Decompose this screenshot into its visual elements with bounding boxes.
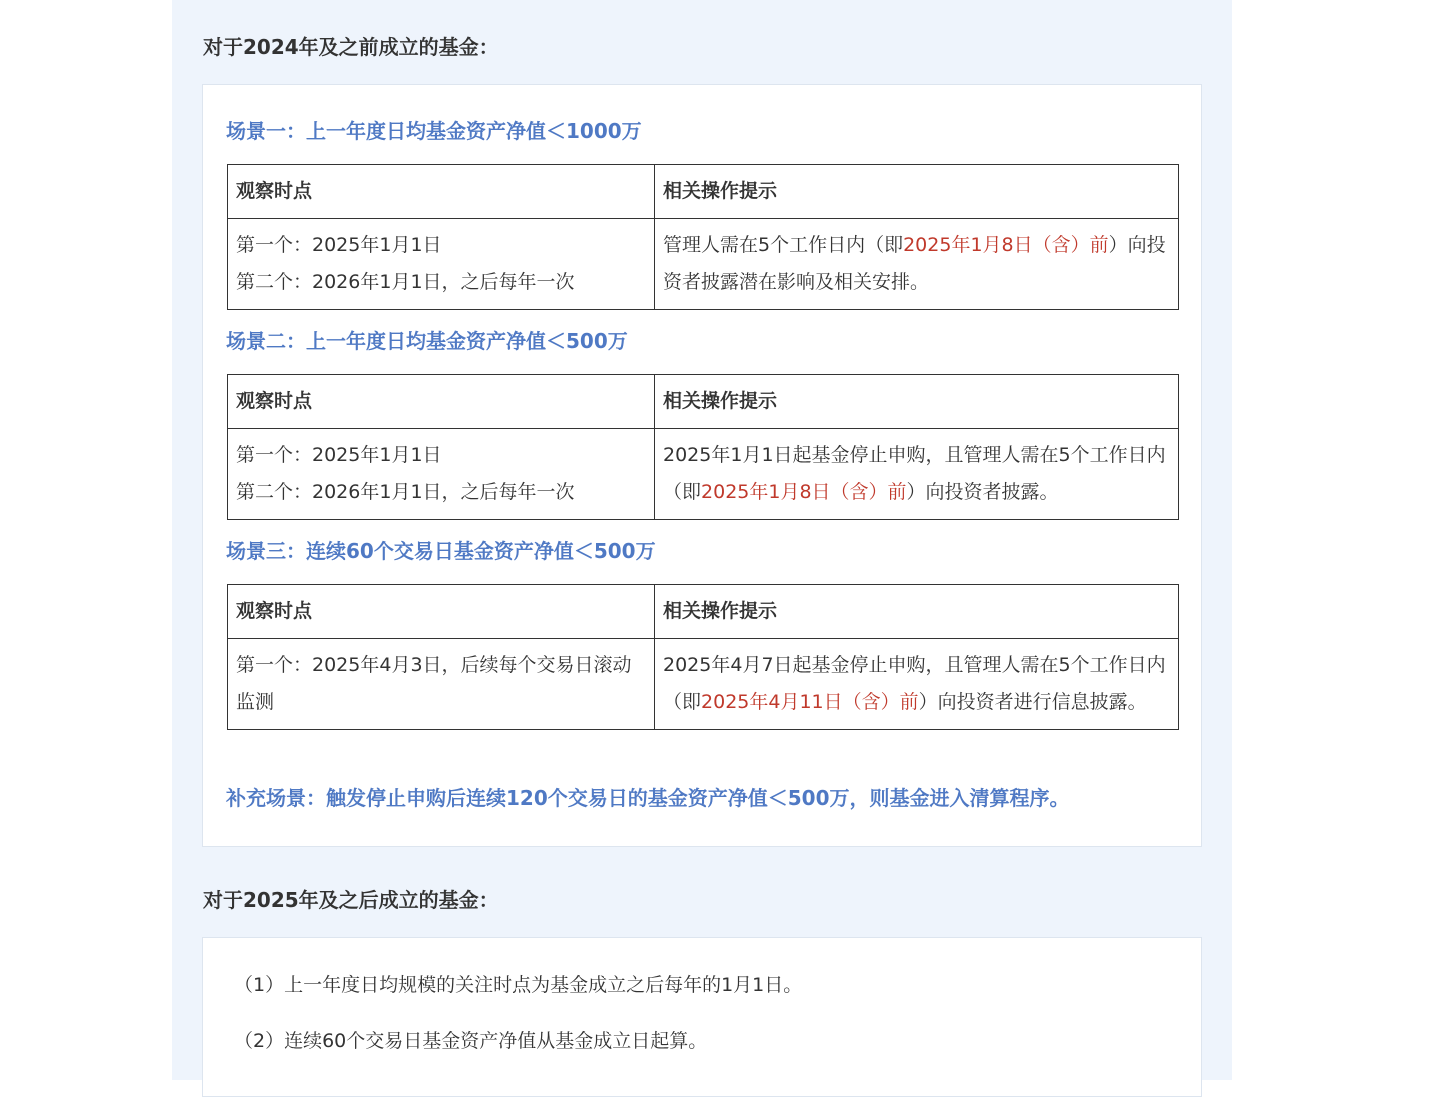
scenario-2-table: [227, 374, 1179, 520]
header-observation-time: 观察时点: [228, 165, 655, 219]
observation-time-second: 第二个：2026年1月1日，之后每年一次: [236, 271, 575, 293]
scenario-3-title: 场景三：连续60个交易日基金资产净值＜500万: [226, 539, 656, 563]
header-observation-time: 观察时点: [228, 375, 655, 429]
observation-time-first: 第一个：2025年4月3日，后续每个交易日滚动监测: [236, 654, 632, 713]
supplement-scenario: 补充场景：触发停止申购后连续120个交易日的基金资产净值＜500万，则基金进入清算程序。: [226, 786, 1070, 810]
tip-text-after: ）向投资者披露潜在影响及相关安排。: [663, 234, 1166, 293]
section-heading-post-2025: 对于2025年及之后成立的基金：: [203, 888, 499, 912]
observation-time-cell: [228, 219, 655, 310]
tip-text-before: 2025年1月1日起基金停止申购，且管理人需在5个工作日内（即: [663, 444, 1166, 503]
operation-tip-cell: [655, 429, 1179, 520]
table-row: [228, 219, 1179, 310]
note-item-2: （2）连续60个交易日基金资产净值从基金成立日起算。: [234, 1030, 708, 1052]
scenario-1-table: [227, 164, 1179, 310]
tip-deadline-highlight: 2025年1月8日（含）前: [701, 481, 907, 503]
header-observation-time: 观察时点: [228, 585, 655, 639]
post-2025-card: [202, 937, 1202, 1097]
tip-deadline-highlight: 2025年1月8日（含）前: [903, 234, 1109, 256]
tip-text-after: ）向投资者进行信息披露。: [918, 691, 1147, 713]
observation-time-cell: [228, 639, 655, 730]
observation-time-second: 第二个：2026年1月1日，之后每年一次: [236, 481, 575, 503]
observation-time-cell: [228, 429, 655, 520]
table-row: [228, 429, 1179, 520]
scenario-3-table: [227, 584, 1179, 730]
header-operation-tip: 相关操作提示: [655, 165, 1179, 219]
scenario-1-title: 场景一：上一年度日均基金资产净值＜1000万: [226, 119, 642, 143]
table-row: [228, 639, 1179, 730]
note-item-1: （1）上一年度日均规模的关注时点为基金成立之后每年的1月1日。: [234, 974, 803, 996]
operation-tip-cell: [655, 639, 1179, 730]
tip-text-before: 2025年4月7日起基金停止申购，且管理人需在5个工作日内（即: [663, 654, 1166, 713]
section-heading-pre-2024: 对于2024年及之前成立的基金：: [203, 35, 499, 59]
tip-deadline-highlight: 2025年4月11日（含）前: [701, 691, 919, 713]
scenario-2-title: 场景二：上一年度日均基金资产净值＜500万: [226, 329, 628, 353]
table-header-row: [228, 375, 1179, 429]
operation-tip-cell: [655, 219, 1179, 310]
observation-time-first: 第一个：2025年1月1日: [236, 444, 442, 466]
tip-text-before: 管理人需在5个工作日内（即: [663, 234, 904, 256]
observation-time-first: 第一个：2025年1月1日: [236, 234, 442, 256]
table-header-row: [228, 585, 1179, 639]
table-header-row: [228, 165, 1179, 219]
header-operation-tip: 相关操作提示: [655, 585, 1179, 639]
tip-text-after: ）向投资者披露。: [906, 481, 1059, 503]
header-operation-tip: 相关操作提示: [655, 375, 1179, 429]
